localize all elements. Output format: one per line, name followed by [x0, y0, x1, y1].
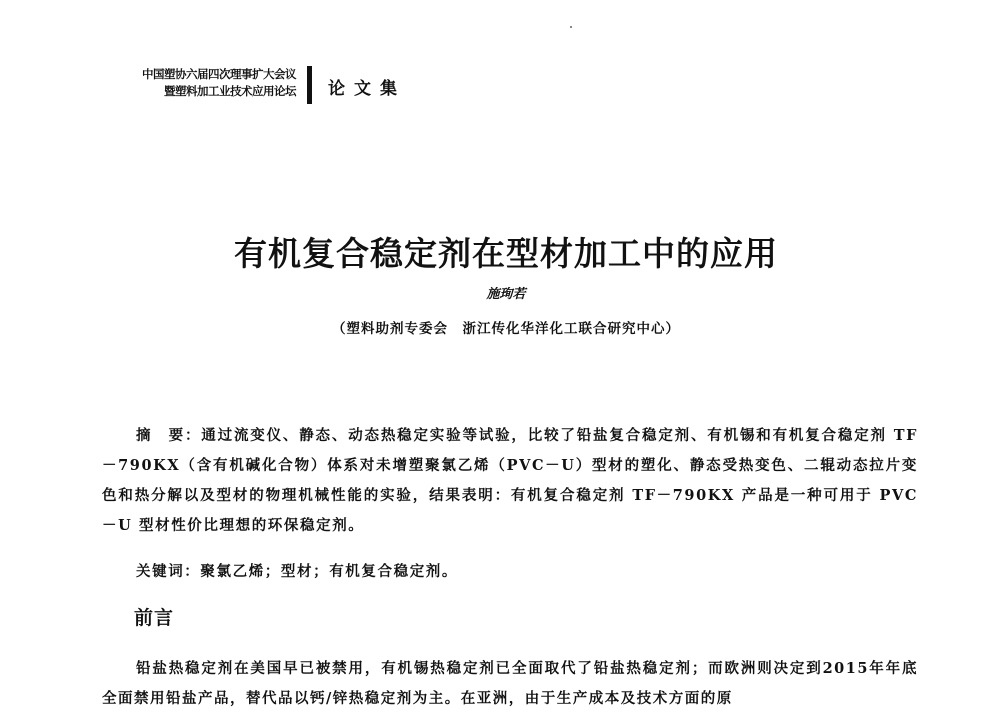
abstract-label: 摘 要： [136, 428, 202, 444]
section-label: 论文集 [328, 79, 406, 99]
conference-line-1: 中国塑协六届四次理事扩大会议 [142, 67, 296, 81]
keywords-text: 聚氯乙烯；型材；有机复合稳定剂。 [200, 563, 459, 580]
abstract-text: 通过流变仪、静态、动态热稳定实验等试验，比较了铅盐复合稳定剂、有机锡和有机复合稳定剂 TF－790KX（含有机碱化合物）体系对未增塑聚氯乙烯（PVC－U）型材的塑化、静态受热变色、二辊动态拉片变色和热分解以及型材的物理机械性能的实验，结果表明：有机复合稳定剂 TF－790KX 产品是一种可用于 PVC－U 型材性价比理想的环保稳定剂。 [102, 427, 918, 534]
paper-affiliation: （塑料助剂专委会 浙江传化华洋化工联合研究中心） [332, 321, 680, 337]
paper-title: 有机复合稳定剂在型材加工中的应用 [234, 234, 778, 273]
conference-line-2: 暨塑料加工业技术应用论坛 [164, 84, 296, 98]
paper-author: 施珣若 [486, 287, 526, 302]
header-divider [307, 66, 312, 104]
scan-speck [570, 26, 572, 28]
conference-header [60, 66, 296, 100]
abstract-paragraph [102, 421, 918, 541]
intro-paragraph: 铅盐热稳定剂在美国早已被禁用，有机锡热稳定剂已全面取代了铅盐热稳定剂；而欧洲则决定到2015年年底全面禁用铅盐产品，替代品以钙/锌热稳定剂为主。在亚洲，由于生产成本及技术方面的原 [102, 660, 918, 707]
keywords-line [136, 557, 458, 587]
keywords-label: 关键词： [136, 564, 201, 580]
section-heading-intro: 前言 [134, 607, 175, 629]
